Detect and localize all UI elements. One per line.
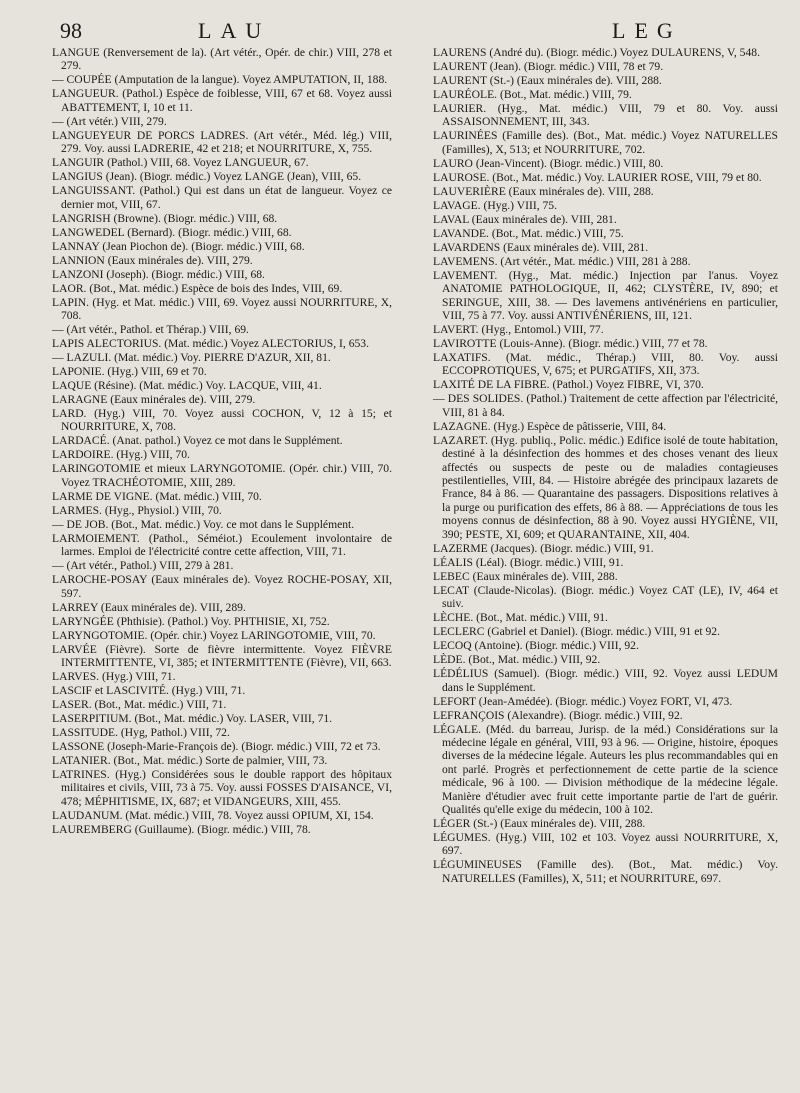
index-entry: LAZARET. (Hyg. publiq., Polic. médic.) Edifice isolé de toute habitation, destiné à la désinfection des hommes et des choses venant des lieux affectés ou suspects de peste ou de maladies contagieuses pestilentielles, VIII, 84. — Histoire abrégée des principaux lazarets de France, 84 à 86. — Quarantaine des passagers. Dispositions relatives à la purge ou purification des effets, 86 à 88. — Appréciations de tous les moyens connus de désinfection, 88 à 90. Voyez aussi HYGIÈNE, VII, 390; PESTE, XI, 609; et QUARANTAINE, XII, 404.: [433, 433, 778, 541]
index-entry: LAVEMENT. (Hyg., Mat. médic.) Injection par l'anus. Voyez ANATOMIE PATHOLOGIQUE, II, 462; CLYSTÈRE, IV, 890; et SERINGUE, XIII, 38. — Des lavemens antivénériens en particulier, VIII, 75 à 77. Voy. aussi ANTIVÉNÉRIENS, III, 121.: [433, 268, 778, 323]
index-entry: LÉGUMES. (Hyg.) VIII, 102 et 103. Voyez aussi NOURRITURE, X, 697.: [433, 830, 778, 858]
index-entry: LASSITUDE. (Hyg, Pathol.) VIII, 72.: [52, 726, 230, 740]
index-entry: LATANIER. (Bot., Mat. médic.) Sorte de palmier, VIII, 73.: [52, 754, 328, 768]
index-entry: LÉGUMINEUSES (Famille des). (Bot., Mat. médic.) Voy. NATURELLES (Familles), X, 511; et NOURRITURE, 697.: [433, 858, 778, 885]
index-entry: LANGIUS (Jean). (Biogr. médic.) Voyez LANGE (Jean), VIII, 65.: [52, 170, 362, 184]
index-entry: LAUROSE. (Bot., Mat. médic.) Voy. LAURIER ROSE, VIII, 79 et 80.: [433, 170, 762, 184]
index-entry: LAVAL (Eaux minérales de). VIII, 281.: [433, 212, 617, 226]
index-entry: LAVEMENS. (Art vétér., Mat. médic.) VIII, 281 à 288.: [433, 254, 691, 268]
index-entry: LECAT (Claude-Nicolas). (Biogr. médic.) Voyez CAT (LE), IV, 464 et suiv.: [433, 583, 778, 611]
index-entry: LANGUE (Renversement de la). (Art vétér., Opér. de chir.) VIII, 278 et 279.: [52, 46, 392, 73]
index-entry: LAPONIE. (Hyg.) VIII, 69 et 70.: [52, 365, 207, 379]
index-entry: LANZONI (Joseph). (Biogr. médic.) VIII, 68.: [52, 267, 265, 281]
index-entry: LÈCHE. (Bot., Mat. médic.) VIII, 91.: [433, 611, 608, 625]
index-entry: LASSONE (Joseph-Marie-François de). (Biogr. médic.) VIII, 72 et 73.: [52, 740, 381, 754]
index-entry: LAURENT (Jean). (Biogr. médic.) VIII, 78 et 79.: [433, 60, 664, 73]
index-entry: — DES SOLIDES. (Pathol.) Traitement de cette affection par l'électricité, VIII, 81 à 84.: [433, 392, 778, 419]
index-entry: — COUPÉE (Amputation de la langue). Voyez AMPUTATION, II, 188.: [52, 73, 388, 87]
index-entry: LAURINÉES (Famille des). (Bot., Mat. médic.) Voyez NATURELLES (Familles), X, 513; et NOURRITURE, 702.: [433, 129, 778, 156]
index-entry: LAZERME (Jacques). (Biogr. médic.) VIII, 91.: [433, 541, 654, 555]
index-entry: LÉDÉLIUS (Samuel). (Biogr. médic.) VIII, 92. Voyez aussi LEDUM dans le Supplément.: [433, 667, 778, 694]
index-entry: LARYNGOTOMIE. (Opér. chir.) Voyez LARINGOTOMIE, VIII, 70.: [52, 628, 376, 642]
index-entry: LEFRANÇOIS (Alexandre). (Biogr. médic.) VIII, 92.: [433, 708, 683, 722]
index-entry: LATRINES. (Hyg.) Considérées sous le double rapport des hôpitaux militaires et civils, VIII, 73 à 75. Voy. aussi FOSSES D'AISANCE, VI, 478; MÉPHITISME, IX, 687; et VIDANGEURS, XIII, 455.: [52, 768, 392, 808]
index-entry: — DE JOB. (Bot., Mat. médic.) Voy. ce mot dans le Supplément.: [52, 517, 355, 531]
index-entry: LARDOIRE. (Hyg.) VIII, 70.: [52, 448, 190, 462]
index-entry: LARD. (Hyg.) VIII, 70. Voyez aussi COCHON, V, 12 à 15; et NOURRITURE, X, 708.: [52, 407, 392, 434]
index-entry: LAPIN. (Hyg. et Mat. médic.) VIII, 69. Voyez aussi NOURRITURE, X, 708.: [52, 295, 392, 323]
right-running-head: LEG: [612, 18, 682, 43]
index-entry: LARMES. (Hyg., Physiol.) VIII, 70.: [52, 503, 222, 517]
index-entry: LAVARDENS (Eaux minérales de). VIII, 281.: [433, 240, 649, 254]
index-entry: LAXATIFS. (Mat. médic., Thérap.) VIII, 80. Voy. aussi ECCOPROTIQUES, V, 675; et PURGATIFS, XII, 373.: [433, 351, 778, 378]
index-entry: LANNION (Eaux minérales de). VIII, 279.: [52, 253, 253, 267]
index-entry: LARVÉE (Fièvre). Sorte de fièvre intermittente. Voyez FIÈVRE INTERMITTENTE, VI, 385; et INTERMITTENTE (Fièvre), VII, 663.: [52, 642, 392, 670]
index-entry: LANGUIR (Pathol.) VIII, 68. Voyez LANGUEUR, 67.: [52, 156, 309, 170]
page-number: 98: [60, 18, 82, 43]
index-entry: LAXITÉ DE LA FIBRE. (Pathol.) Voyez FIBRE, VI, 370.: [433, 378, 704, 392]
index-entry: LANGWEDEL (Bernard). (Biogr. médic.) VIII, 68.: [52, 225, 292, 239]
index-entry: — (Art vétér., Pathol.) VIII, 279 à 281.: [52, 559, 234, 573]
index-entry: LARVES. (Hyg.) VIII, 71.: [52, 670, 176, 684]
index-entry: LARME DE VIGNE. (Mat. médic.) VIII, 70.: [52, 489, 262, 503]
index-entry: LASCIF et LASCIVITÉ. (Hyg.) VIII, 71.: [52, 684, 246, 698]
index-entry: LAVERT. (Hyg., Entomol.) VIII, 77.: [433, 323, 604, 337]
index-entry: LAURO (Jean-Vincent). (Biogr. médic.) VIII, 80.: [433, 156, 664, 170]
index-entry: LAZAGNE. (Hyg.) Espèce de pâtisserie, VIII, 84.: [433, 419, 667, 433]
index-entry: LAUREMBERG (Guillaume). (Biogr. médic.) VIII, 78.: [52, 822, 311, 836]
index-entry: LAUDANUM. (Mat. médic.) VIII, 78. Voyez aussi OPIUM, XI, 154.: [52, 808, 374, 822]
index-entry: LANNAY (Jean Piochon de). (Biogr. médic.) VIII, 68.: [52, 239, 305, 253]
index-entry: LAURÉOLE. (Bot., Mat. médic.) VIII, 79.: [433, 88, 632, 101]
index-entry: LARINGOTOMIE et mieux LARYNGOTOMIE. (Opér. chir.) VIII, 70. Voyez TRACHÉOTOMIE, XIII, 289.: [52, 462, 392, 489]
index-entry: LAROCHE-POSAY (Eaux minérales de). Voyez ROCHE-POSAY, XII, 597.: [52, 573, 392, 600]
index-entry: LAVIROTTE (Louis-Anne). (Biogr. médic.) VIII, 77 et 78.: [433, 337, 708, 351]
index-entry: LEFORT (Jean-Amédée). (Biogr. médic.) Voyez FORT, VI, 473.: [433, 694, 733, 708]
index-entry: LÉALIS (Léal). (Biogr. médic.) VIII, 91.: [433, 555, 624, 569]
index-entry: LECLERC (Gabriel et Daniel). (Biogr. médic.) VIII, 91 et 92.: [433, 625, 720, 639]
index-entry: LAURENT (St.-) (Eaux minérales de). VIII, 288.: [433, 74, 662, 87]
left-column: [52, 46, 392, 886]
index-entry: LARYNGÉE (Phthisie). (Pathol.) Voy. PHTHISIE, XI, 752.: [52, 614, 330, 628]
index-entry: — LAZULI. (Mat. médic.) Voy. PIERRE D'AZUR, XII, 81.: [52, 351, 331, 365]
index-entry: LANGUEUR. (Pathol.) Espèce de foiblesse, VIII, 67 et 68. Voyez aussi ABATTEMENT, I, 10 et 11.: [52, 87, 392, 114]
index-entry: LARMOIEMENT. (Pathol., Séméiot.) Ecoulement involontaire de larmes. Emploi de l'électricité contre cette affection, VIII, 71.: [52, 531, 392, 559]
index-entry: LANGRISH (Browne). (Biogr. médic.) VIII, 68.: [52, 211, 278, 225]
index-entry: LANGUEYEUR DE PORCS LADRES. (Art vétér., Méd. lég.) VIII, 279. Voy. aussi LADRERIE, 42 et 218; et NOURRITURE, X, 755.: [52, 128, 392, 156]
index-entry: LARAGNE (Eaux minérales de). VIII, 279.: [52, 393, 256, 407]
index-entry: LASERPITIUM. (Bot., Mat. médic.) Voy. LASER, VIII, 71.: [52, 712, 333, 726]
index-entry: LAPIS ALECTORIUS. (Mat. médic.) Voyez ALECTORIUS, I, 653.: [52, 337, 369, 351]
index-entry: LAVAGE. (Hyg.) VIII, 75.: [433, 198, 557, 212]
index-entry: LECOQ (Antoine). (Biogr. médic.) VIII, 92.: [433, 639, 639, 653]
index-entry: LÉGER (St.-) (Eaux minérales de). VIII, 288.: [433, 816, 646, 830]
index-entry: LÉGALE. (Méd. du barreau, Jurisp. de la méd.) Considérations sur la médecine légale en général, VIII, 93 à 96. — Origine, histoire, époques diverses de la médecine légale. Auteurs les plus recommandables qui en ont parlé. Progrès et perfectionnement de cette partie de la science médicale, 96 à 100. — Division méthodique de la médecine légale. Manière d'étudier avec fruit cette importante partie de l'art de guérir. Qualités qu'elle exige du médecin, 100 à 102.: [433, 722, 778, 816]
index-entry: LASER. (Bot., Mat. médic.) VIII, 71.: [52, 698, 227, 712]
index-entry: — (Art vétér., Pathol. et Thérap.) VIII, 69.: [52, 323, 249, 337]
index-entry: LARREY (Eaux minérales de). VIII, 289.: [52, 600, 246, 614]
index-entry: — (Art vétér.) VIII, 279.: [52, 114, 167, 128]
index-entry: LÈDE. (Bot., Mat. médic.) VIII, 92.: [433, 653, 601, 667]
index-entry: LAQUE (Résine). (Mat. médic.) Voy. LACQUE, VIII, 41.: [52, 379, 322, 393]
index-entry: LAVANDE. (Bot., Mat. médic.) VIII, 75.: [433, 226, 624, 240]
index-columns: [52, 46, 778, 886]
index-entry: LARDACÉ. (Anat. pathol.) Voyez ce mot dans le Supplément.: [52, 434, 343, 448]
index-entry: LAURIER. (Hyg., Mat. médic.) VIII, 79 et 80. Voy. aussi ASSAISONNEMENT, III, 343.: [433, 102, 778, 129]
index-entry: LANGUISSANT. (Pathol.) Qui est dans un état de langueur. Voyez ce dernier mot, VIII, 67.: [52, 184, 392, 211]
index-entry: LAURENS (André du). (Biogr. médic.) Voyez DULAURENS, V, 548.: [433, 46, 760, 59]
index-entry: LEBEC (Eaux minérales de). VIII, 288.: [433, 569, 618, 583]
index-entry: LAOR. (Bot., Mat. médic.) Espèce de bois des Indes, VIII, 69.: [52, 281, 343, 295]
index-entry: LAUVERIÈRE (Eaux minérales de). VIII, 288.: [433, 184, 654, 198]
left-running-head: LAU: [198, 18, 271, 43]
running-header: [52, 14, 778, 46]
right-column: [433, 46, 778, 886]
